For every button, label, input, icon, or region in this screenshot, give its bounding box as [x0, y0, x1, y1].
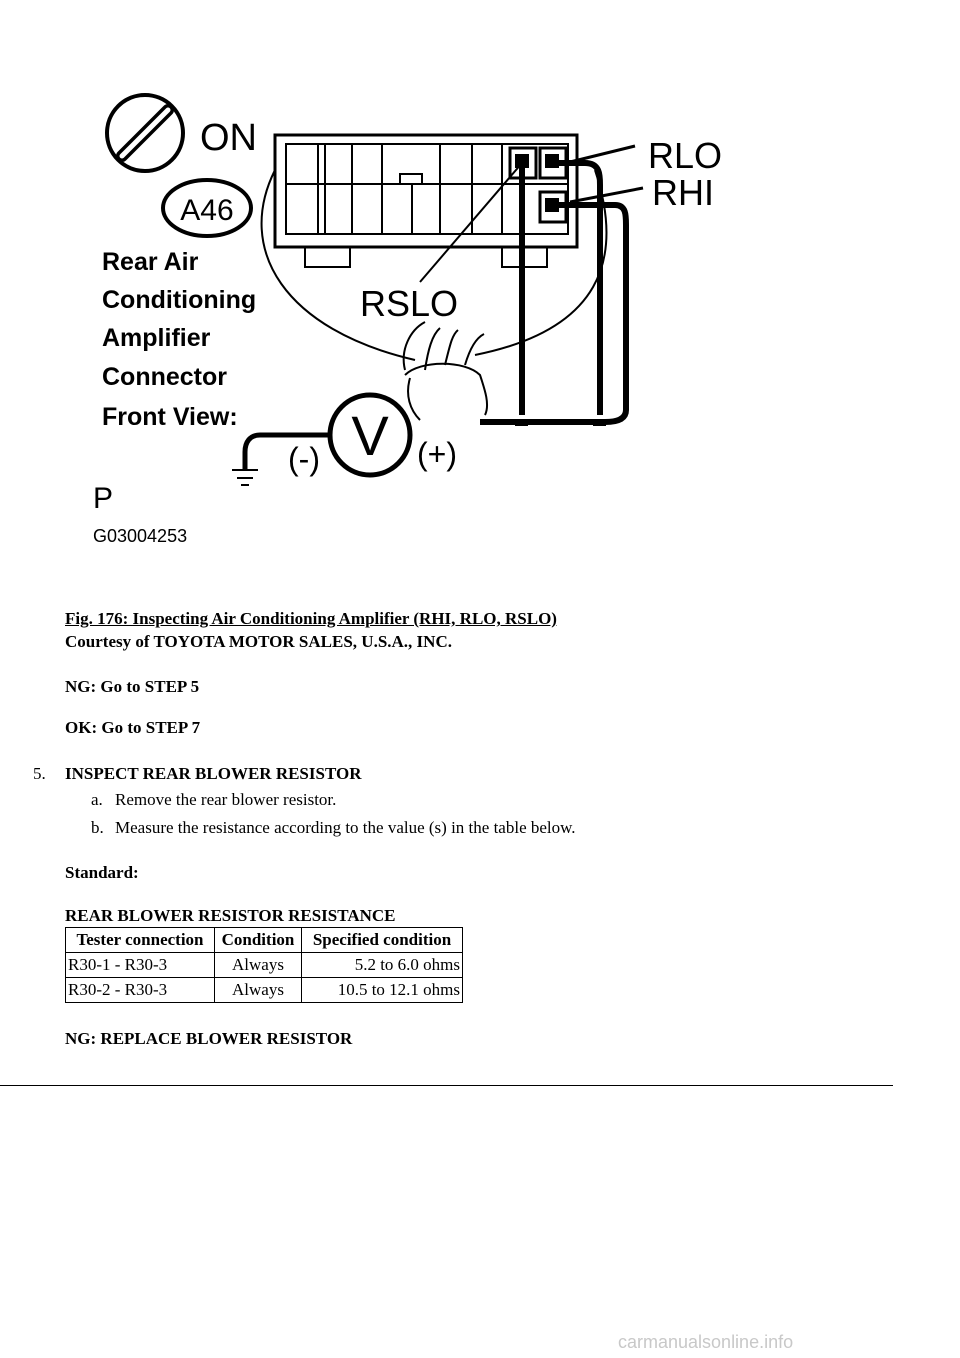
table-row	[66, 978, 463, 1003]
table-cell: Always	[215, 953, 302, 978]
figure-caption: Fig. 176: Inspecting Air Conditioning Amplifier (RHI, RLO, RSLO)	[65, 609, 557, 628]
terminal-rlo-label: RLO	[648, 135, 723, 176]
figure-code: G03004253	[93, 526, 188, 546]
connector-desc-line-4: Connector	[102, 363, 227, 391]
table-header: Specified condition	[302, 928, 463, 953]
table-header-row	[66, 928, 463, 953]
resistance-table	[65, 927, 463, 1003]
substep-a-text: Remove the rear blower resistor.	[115, 790, 337, 809]
connector-desc-line-1: Rear Air	[102, 248, 199, 276]
standard-label: Standard:	[65, 863, 139, 882]
terminal-rhi-label: RHI	[652, 172, 714, 213]
connector-id: A46	[180, 194, 234, 227]
wiring-diagram	[60, 60, 760, 560]
connector-desc-line-5: Front View:	[102, 403, 238, 431]
minus-label: (-)	[288, 441, 320, 477]
table-row	[66, 953, 463, 978]
ignition-key-icon	[107, 95, 183, 171]
connector-body	[275, 135, 577, 267]
table-header: Condition	[215, 928, 302, 953]
terminal-rslo-label: RSLO	[360, 283, 459, 324]
plus-label: (+)	[417, 436, 457, 472]
step-title: INSPECT REAR BLOWER RESISTOR	[65, 764, 362, 783]
watermark: carmanualsonline.info	[618, 1332, 794, 1352]
voltmeter-icon	[330, 395, 410, 475]
ng-result: NG: Go to STEP 5	[65, 677, 200, 696]
ng-replace-result: NG: REPLACE BLOWER RESISTOR	[65, 1029, 353, 1048]
table-cell: R30-2 - R30-3	[66, 978, 215, 1003]
ignition-on-label: ON	[200, 117, 257, 159]
table-header: Tester connection	[66, 928, 215, 953]
voltmeter-symbol: V	[351, 404, 389, 467]
connector-desc-line-2: Conditioning	[102, 286, 257, 314]
substep-a-marker: a.	[91, 790, 103, 809]
table-cell: 5.2 to 6.0 ohms	[302, 953, 463, 978]
ground-symbol-icon	[232, 470, 258, 485]
ok-result: OK: Go to STEP 7	[65, 718, 201, 737]
step-number: 5.	[33, 764, 46, 783]
table-cell: R30-1 - R30-3	[66, 953, 215, 978]
probe-wire-rhi	[480, 205, 626, 422]
page-divider	[0, 1085, 893, 1086]
figure-courtesy: Courtesy of TOYOTA MOTOR SALES, U.S.A., INC.	[65, 632, 452, 651]
substep-b-text: Measure the resistance according to the value (s) in the table below.	[115, 818, 576, 837]
table-cell: 10.5 to 12.1 ohms	[302, 978, 463, 1003]
table-cell: Always	[215, 978, 302, 1003]
table-title: REAR BLOWER RESISTOR RESISTANCE	[65, 906, 396, 925]
mode-label: P	[93, 482, 114, 515]
substep-b-marker: b.	[91, 818, 104, 837]
connector-desc-line-3: Amplifier	[102, 324, 211, 352]
